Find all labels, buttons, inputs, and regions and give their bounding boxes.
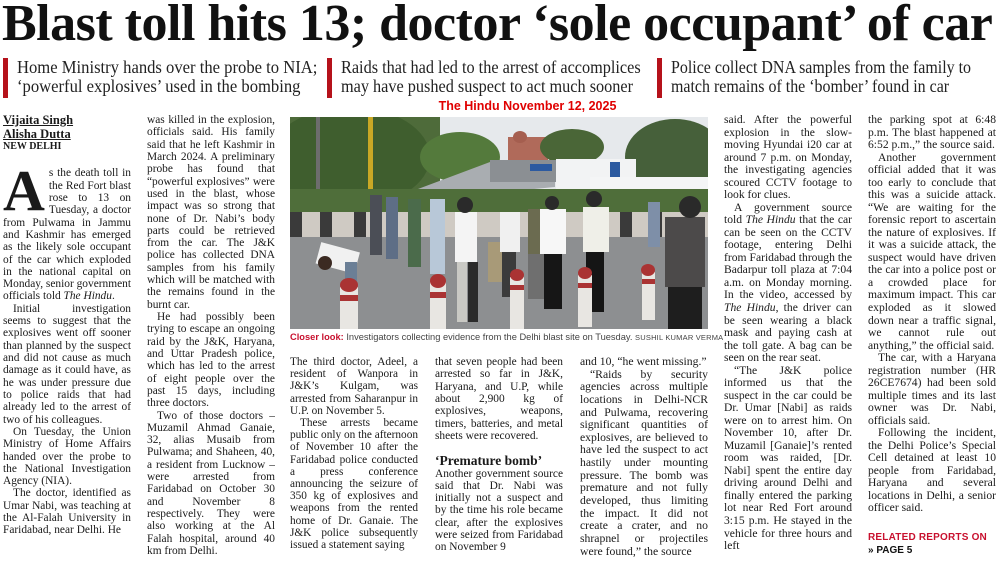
- paragraph: On Tuesday, the Union Ministry of Home Affairs handed over the probe to the National Investigation Agency (NIA).: [3, 425, 131, 488]
- dateline: The Hindu November 12, 2025: [438, 99, 617, 113]
- paragraph: was killed in the explosion, officials said. His family said that he left Kashmir in March 2024. A preliminary probe has found that “powerful explosives” were used in the blast, whose impact was so strong that none of Dr. Nabi’s body parts could be retrieved from the car. The J&K police has collected DNA samples from his family which will be matched with the remains found in the burnt car.: [147, 114, 275, 311]
- column-5: [580, 356, 708, 558]
- paragraph: Another government official added that it was too early to conclude that this was a suicide attack. “We are waiting for the forensic report to ascertain the nature of explosives. If it was a suicide attack, the suspect would have driven the car into a police post or a crowded place for maximum impact. This car exploded as it slowed down near a traffic signal, we cannot rule out anything,” the official said.: [868, 150, 996, 352]
- dateline-place: NEW DELHI: [3, 141, 62, 152]
- publication-name: The Hindu: [724, 300, 776, 314]
- deck-line: ‘powerful explosives’ used in the bombing: [17, 76, 301, 96]
- text: that the car can be seen on the CCTV footage, entering Delhi from Faridabad through the Badarpur toll plaza at 7:04 a.m. on Monday morning. In the video, accessed by: [724, 213, 852, 302]
- paragraph: and 10, “he went missing.”: [580, 356, 707, 368]
- paragraph: the parking spot at 6:48 p.m. The blast happened at 6:52 p.m.,” the source said.: [868, 114, 996, 152]
- column-6: [724, 114, 852, 558]
- paragraph: Two of those doctors – Muzamil Ahmad Ganaie, 32, alias Musaib from Pulwama; and Shaheen, 40, a resident from Lucknow – were arrested from Faridabad on October 30 and November 8 respectively. They were also working at the Al Falah hospital, around 40 km from Delhi.: [147, 409, 275, 557]
- paragraph: The third doctor, Adeel, a resident of Wanpora in J&K’s Kulgam, was arrested from Saharanpur in U.P. on November 5.: [290, 356, 418, 417]
- paragraph: Following the incident, the Delhi Police’s Special Cell detained at least 10 people from Faridabad, Haryana and several locations in Delhi, a senior officer said.: [868, 426, 996, 515]
- publication-name: The Hindu: [745, 213, 796, 227]
- column-2: [147, 114, 275, 558]
- paragraph: [724, 202, 852, 365]
- caption-label: Closer look:: [290, 332, 344, 342]
- text: , the driver can be seen wearing a black mask and paying cash at the toll gate. A bag can be seen on the rear seat.: [724, 300, 852, 365]
- text: A government source told: [724, 200, 852, 227]
- paragraph: Another government source said that Dr. Nabi was initially not a suspect and by the time his role became clear, after the explosives were seized from Faridabad on November 9: [435, 467, 563, 554]
- text: s the death toll in the Red Fort blast rose to 13 on Tuesday, a doctor from Pulwama in Jammu and Kashmir has emerged as the likely sole occupant of the car which exploded in the national capital on Monday, senior government officials told: [3, 167, 131, 303]
- deck-line: match remains of the ‘bomber’ found in car: [671, 76, 950, 96]
- subheading: ‘Premature bomb’: [435, 453, 543, 469]
- paragraph: These arrests became public only on the afternoon of November 10 after the Faridabad police conducted a press conference announcing the seizure of 350 kg of explosives and weapons from the rented home of Dr. Ganaie. The J&K police subsequently issued a statement saying: [290, 417, 418, 552]
- paragraph: “The J&K police informed us that the suspect in the car could be Dr. Umar [Nabi] as raids were on to arrest him. On November 10, after Dr. Muzamil [Ganaie]’s rented room was raided, [Dr. Nabi] spent the entire day driving around Delhi and finally entered the parking lot near Red Fort around 3:15 p.m. He stayed in the vehicle for three hours and left: [724, 363, 852, 553]
- text: .: [111, 290, 115, 303]
- news-photo: [290, 117, 708, 329]
- deck-3: [657, 58, 1000, 98]
- pole: [368, 117, 373, 192]
- paragraph: “Raids by security agencies across multiple locations in Delhi-NCR and Pulwama, recovering significant quantities of explosives, are believed to have led the suspect to act hastily under mounting pressure. The bomb was premature and not fully developed, thus limiting the impact. It did not create a crater, and no shrapnel or projectiles were found,” the source: [580, 367, 708, 558]
- related-reports-label: RELATED REPORTS ON: [868, 532, 987, 543]
- column-1: [3, 114, 131, 558]
- paragraph: He had possibly been trying to escape an ongoing raid by the J&K, Haryana, and Uttar Pradesh police, which has led to the arrest of eight people over the past 15 days, including three doctors.: [147, 311, 275, 410]
- column-4: [435, 356, 563, 558]
- deck-line: may have pushed suspect to act much sooner: [341, 76, 634, 96]
- paragraph: Initial investigation seems to suggest that the explosives went off sooner than planned by the suspect and did not cause as much damage as it could have, as he was under pressure due to police raids that had already led to the arrest of two of his colleagues.: [3, 302, 131, 426]
- column-7: [868, 114, 996, 558]
- deck-line: Police collect DNA samples from the family to: [671, 57, 972, 77]
- paragraph: said. After the powerful explosion in the slow-moving Hyundai i20 car at around 7 p.m. on Monday, the investigating agencies scoured CCTV footage to look for clues.: [724, 114, 852, 202]
- deck-line: Raids that had led to the arrest of accomplices: [341, 57, 641, 77]
- paragraph: that seven people had been arrested so far in J&K, Haryana, and U.P, while about 2,900 kg of explosives, weapons, timers, batteries, and metal sheets were recovered.: [435, 356, 563, 442]
- deck-2: [327, 58, 664, 98]
- drop-cap: A: [3, 158, 45, 224]
- deck-line: Home Ministry hands over the probe to NIA;: [17, 57, 318, 77]
- deck-1: [3, 58, 333, 98]
- publication-name: The Hindu: [63, 290, 112, 303]
- headline: Blast toll hits 13; doctor ‘sole occupant’ of car: [2, 0, 993, 52]
- related-page-link[interactable]: » PAGE 5: [868, 544, 913, 556]
- caption-text: Investigators collecting evidence from the Delhi blast site on Tuesday.: [346, 332, 633, 342]
- byline-author[interactable]: Vijaita Singh: [3, 114, 74, 127]
- paragraph: [3, 158, 131, 303]
- photo-credit: SUSHIL KUMAR VERMA: [635, 333, 724, 342]
- photo-caption: [290, 332, 724, 342]
- median-wall: [290, 212, 708, 237]
- paragraph: The car, with a Haryana registration number (HR 26CE7674) had been sold multiple times and its last owner was Dr. Nabi, officials said.: [868, 351, 996, 427]
- byline-author[interactable]: Alisha Dutta: [3, 126, 71, 141]
- column-3: [290, 356, 418, 558]
- paragraph: The doctor, identified as Umar Nabi, was teaching at the Al-Falah University in Faridabad, near Delhi. He: [3, 487, 131, 537]
